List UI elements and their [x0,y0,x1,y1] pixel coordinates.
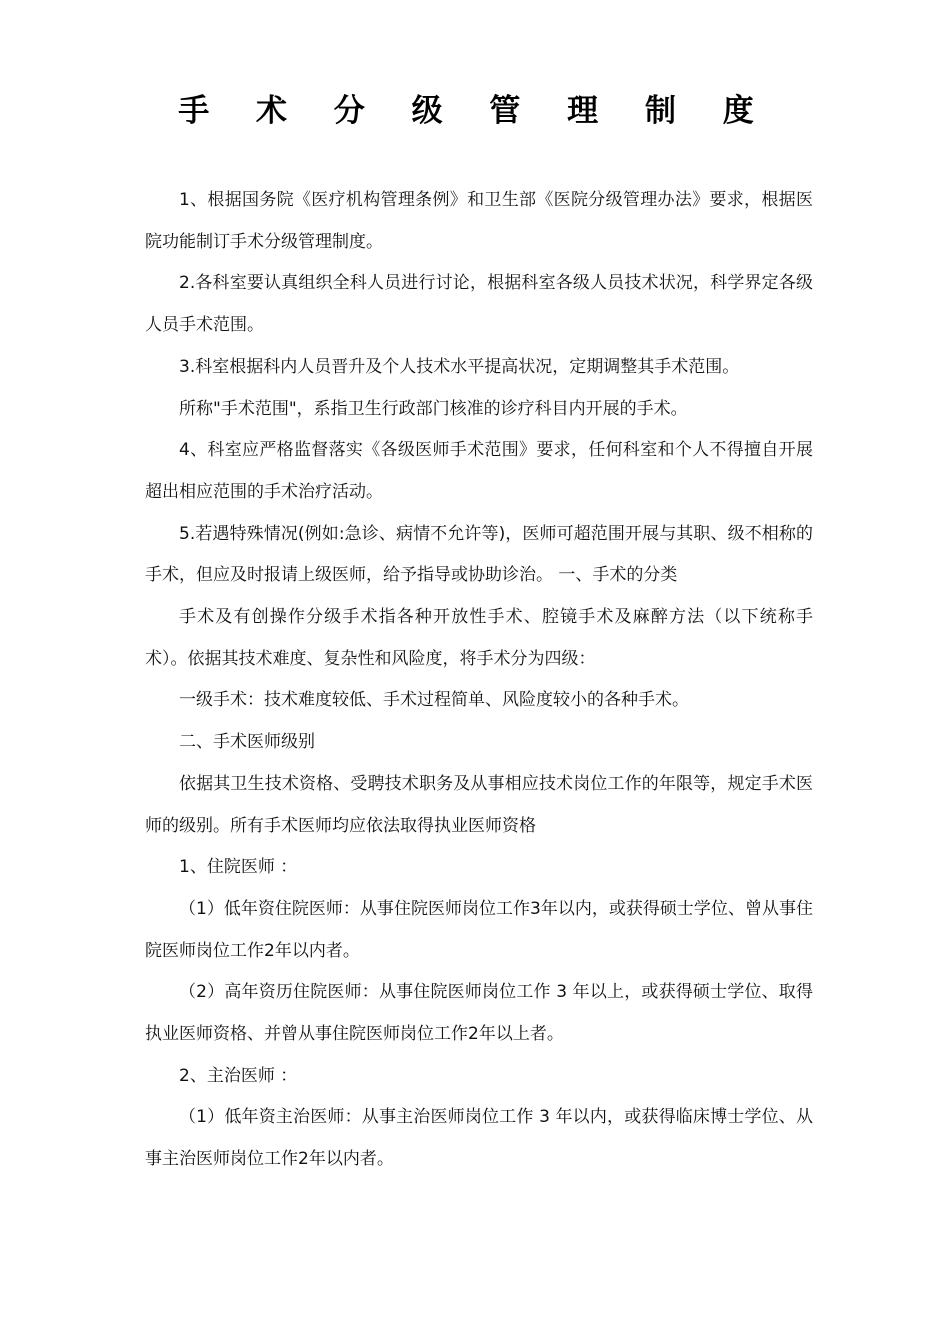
paragraph-discussion: 2.各科室要认真组织全科人员进行讨论，根据科室各级人员技术状况，科学界定各级人员手术范围。 [145,273,813,336]
paragraph-physician-levels: 依据其卫生技术资格、受聘技术职务及从事相应技术岗位工作的年限等，规定手术医师的级别。所有手术医师均应依法取得执业医师资格 [145,773,813,836]
paragraph-scope-definition: 所称"手术范围"，系指卫生行政部门核准的诊疗科目内开展的手术。 [179,398,688,419]
subheading-resident: 1、住院医师 ： [179,857,298,878]
paragraph-level-one: 一级手术：技术难度较低、手术过程简单、风险度较小的各种手术。 [179,690,689,711]
document-body [145,180,813,1181]
document-title: 手 术 分 级 管 理 制 度 [178,93,772,129]
paragraph-junior-attending: （1）低年资主治医师：从事主治医师岗位工作 3 年以内，或获得临床博士学位、从事主治医师岗位工作2年以内者。 [145,1107,813,1170]
paragraph-adjustment: 3.科室根据科内人员晋升及个人技术水平提高状况，定期调整其手术范围。 [179,356,740,377]
paragraph-classification: 手术及有创操作分级手术指各种开放性手术、腔镜手术及麻醉方法（以下统称手术）。依据其技术难度、复杂性和风险度，将手术分为四级： [145,607,813,669]
section-heading-physician-levels: 二、手术医师级别 [179,732,315,753]
paragraph-basis: 1、根据国务院《医疗机构管理条例》和卫生部《医院分级管理办法》要求，根据医院功能制订手术分级管理制度。 [145,190,813,252]
paragraph-supervision: 4、科室应严格监督落实《各级医师手术范围》要求，任何科室和个人不得擅自开展超出相应范围的手术治疗活动。 [145,440,813,502]
subheading-attending: 2、主治医师 ： [179,1065,298,1086]
paragraph-junior-resident: （1）低年资住院医师：从事住院医师岗位工作3年以内，或获得硕士学位、曾从事住院医师岗位工作2年以内者。 [145,898,813,961]
paragraph-senior-resident: （2）高年资历住院医师：从事住院医师岗位工作 3 年以上，或获得硕士学位、取得执业医师资格、并曾从事住院医师岗位工作2年以上者。 [145,982,813,1045]
paragraph-special-cases: 5.若遇特殊情况(例如:急诊、病情不允许等)，医师可超范围开展与其职、级不相称的手术，但应及时报请上级医师，给予指导或协助诊治。 一、手术的分类 [145,523,813,586]
